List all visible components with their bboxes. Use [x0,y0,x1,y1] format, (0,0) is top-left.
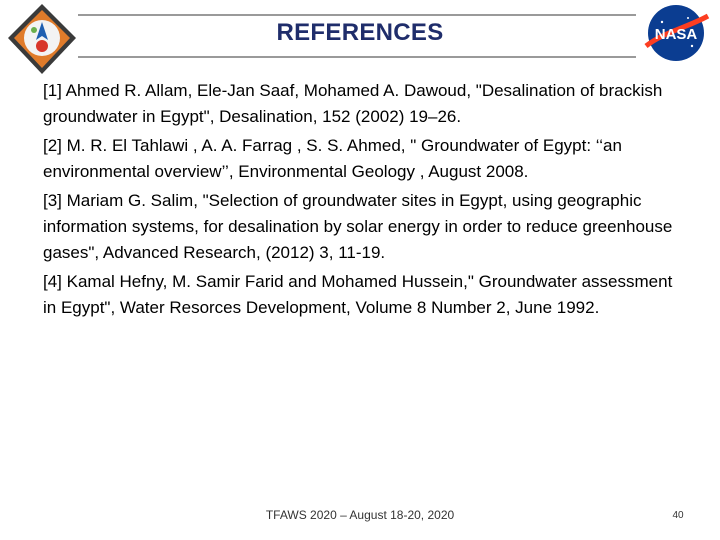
nasa-meatball-icon [640,2,712,64]
references-list [43,78,683,321]
reference-item-1: [1] Ahmed R. Allam, Ele-Jan Saaf, Mohamed A. Dawoud, "Desalination of brackish groundwater in Egypt", Desalination, 152 (2002) 19–26. [43,81,663,126]
page-number: 40 [672,510,684,521]
slide-footer: TFAWS 2020 – August 18-20, 2020 [265,508,455,522]
nasa-wordmark: NASA [654,26,698,43]
slide-title: REFERENCES [276,19,444,46]
reference-item-3: [3] Mariam G. Salim, "Selection of groundwater sites in Egypt, using geographic information systems, for desalination by solar energy in order to reduce greenhouse gases", Advanced Research, (2012) 3, 11-19. [43,191,673,262]
reference-item-4: [4] Kamal Hefny, M. Samir Farid and Mohamed Hussein," Groundwater assessment in Egypt", Water Resorces Development, Volume 8 Number 2, June 1992. [43,272,673,317]
reference-item-2: [2] M. R. El Tahlawi , A. A. Farrag , S. S. Ahmed, " Groundwater of Egypt: ‘‘an environmental overview’’, Environmental Geology , August 2008. [43,136,622,181]
slide-header [0,0,720,70]
header-rule-bottom [78,56,636,58]
header-rule-top [78,14,636,16]
